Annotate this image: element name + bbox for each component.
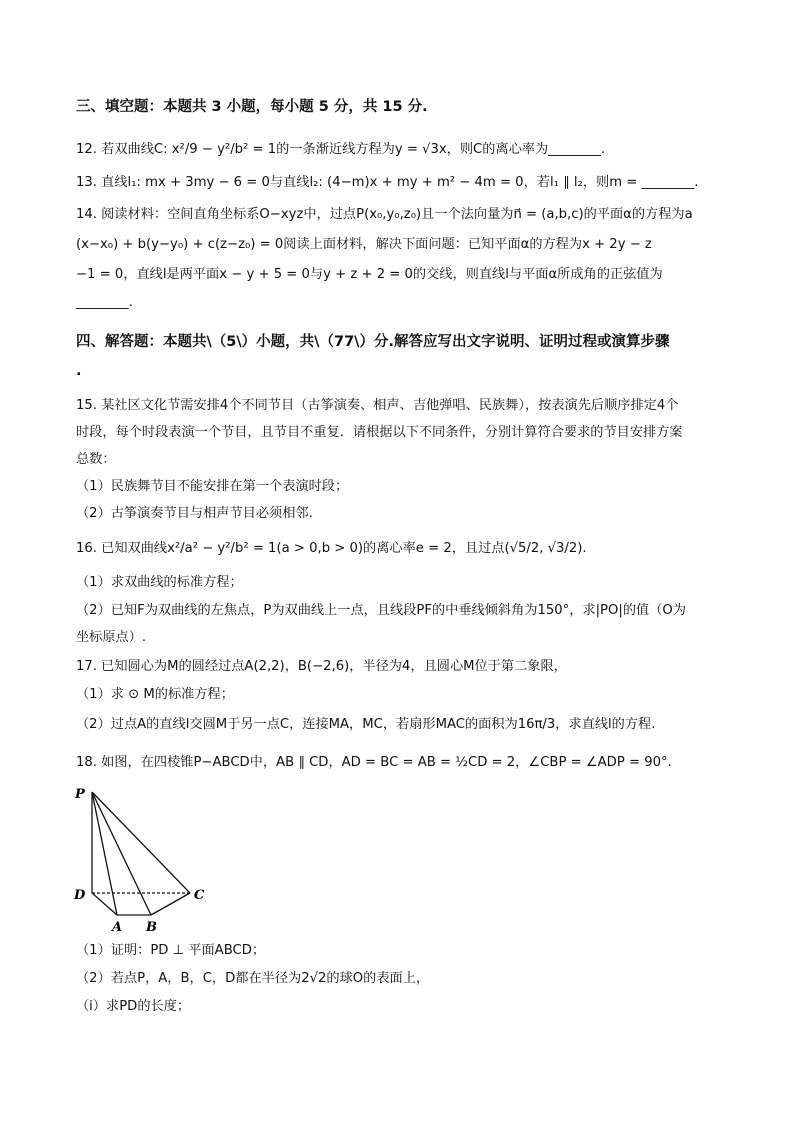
question-15-part-1: （1）民族舞节目不能安排在第一个表演时段； bbox=[76, 479, 349, 494]
question-18-part-1: （1）证明：PD ⊥ 平面ABCD； bbox=[76, 943, 266, 958]
question-15-line-3: 总数： bbox=[76, 452, 116, 467]
label-P: P bbox=[75, 787, 85, 802]
question-16-line-1: 16. 已知双曲线x²/a² − y²/b² = 1(a > 0,b > 0)的离心率e = 2，且过点(√5/2, √3/2). bbox=[76, 541, 587, 556]
question-16-part-1: （1）求双曲线的标准方程； bbox=[76, 575, 243, 590]
question-14-line-4: ________. bbox=[76, 295, 133, 310]
question-15-line-1: 15. 某社区文化节需安排4个不同节目（古筝演奏、相声、吉他弹唱、民族舞），按表演先后顺序排定4个 bbox=[76, 398, 679, 413]
question-16-part-2: （2）已知F为双曲线的左焦点，P为双曲线上一点，且线段PF的中垂线倾斜角为150°，求|PO|的值（O为 bbox=[76, 603, 686, 618]
edge-PC bbox=[92, 792, 190, 893]
edge-BC bbox=[151, 893, 190, 915]
question-18-line-1: 18. 如图，在四棱锥P−ABCD中，AB ∥ CD，AD = BC = AB = ½CD = 2，∠CBP = ∠ADP = 90°. bbox=[76, 755, 672, 770]
label-A: A bbox=[112, 920, 123, 934]
question-17-line-1: 17. 已知圆心为M的圆经过点A(2,2)，B(−2,6)，半径为4，且圆心M位于第二象限， bbox=[76, 659, 567, 674]
pyramid-figure bbox=[70, 782, 220, 934]
question-18-part-2-i: （i）求PD的长度； bbox=[76, 999, 191, 1014]
question-13: 13. 直线l₁: mx + 3my − 6 = 0与直线l₂: (4−m)x + my + m² − 4m = 0，若l₁ ∥ l₂，则m = ________. bbox=[76, 175, 699, 190]
question-14-line-2: (x−x₀) + b(y−y₀) + c(z−z₀) = 0阅读上面材料，解决下面问题：已知平面α的方程为x + 2y − z bbox=[76, 237, 652, 252]
question-15-line-2: 时段，每个时段表演一个节目，且节目不重复．请根据以下不同条件，分别计算符合要求的节目安排方案 bbox=[76, 425, 683, 440]
label-D: D bbox=[74, 888, 86, 903]
question-18-part-2: （2）若点P，A，B，C，D都在半径为2√2的球O的表面上， bbox=[76, 971, 430, 986]
label-B: B bbox=[146, 920, 157, 934]
question-17-part-2: （2）过点A的直线l交圆M于另一点C，连接MA，MC，若扇形MAC的面积为16π/3，求直线l的方程. bbox=[76, 717, 656, 732]
question-17-part-1: （1）求 ⊙ M的标准方程； bbox=[76, 687, 234, 702]
edge-PB bbox=[92, 792, 151, 915]
question-15-part-2: （2）古筝演奏节目与相声节目必须相邻. bbox=[76, 506, 313, 521]
question-16-part-2-cont: 坐标原点）. bbox=[76, 630, 147, 645]
label-C: C bbox=[194, 888, 205, 903]
section-3-heading: 三、填空题：本题共 3 小题，每小题 5 分，共 15 分. bbox=[76, 99, 428, 115]
question-14-line-3: −1 = 0，直线l是两平面x − y + 5 = 0与y + z + 2 = 0的交线，则直线l与平面α所成角的正弦值为 bbox=[76, 267, 663, 282]
question-12: 12. 若双曲线C: x²/9 − y²/b² = 1的一条渐近线方程为y = √3x，则C的离心率为________. bbox=[76, 142, 606, 157]
section-4-heading-end: . bbox=[76, 363, 82, 379]
question-14-line-1: 14. 阅读材料：空间直角坐标系O−xyz中，过点P(x₀,y₀,z₀)且一个法向量为n⃗ = (a,b,c)的平面α的方程为a bbox=[76, 207, 693, 222]
section-4-heading: 四、解答题：本题共\（5\）小题，共\（77\）分.解答应写出文字说明、证明过程或演算步骤 bbox=[76, 334, 670, 350]
